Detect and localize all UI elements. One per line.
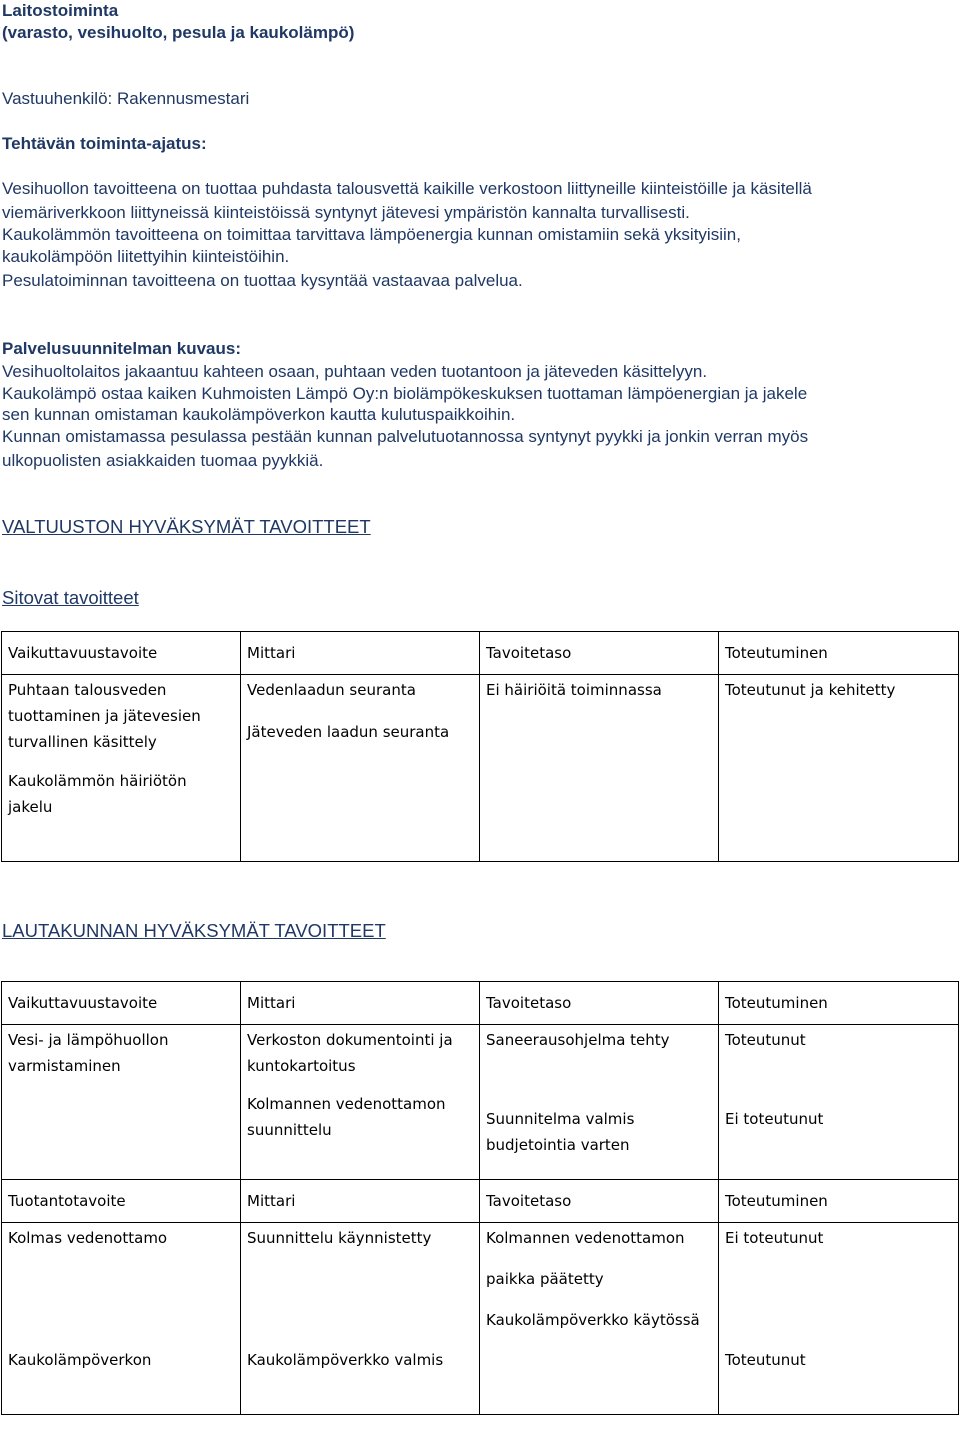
plan-line: Kunnan omistamassa pesulassa pestään kunnan palvelutuotannossa syntynyt pyykki ja jonkin verran myös: [2, 427, 809, 446]
plan-line: Kaukolämpö ostaa kaiken Kuhmoisten Lämpö Oy:n biolämpökeskuksen tuottaman lämpöenergian ja jakele: [2, 384, 808, 403]
council-heading: VALTUUSTON HYVÄKSYMÄT TAVOITTEET: [2, 516, 371, 537]
table-row: [2, 1223, 959, 1415]
plan-line: Vesihuoltolaitos jakaantuu kahteen osaan, puhtaan veden tuotantoon ja jäteveden käsittelyyn.: [2, 362, 708, 381]
table-cell: [241, 1223, 480, 1415]
table-row: [2, 1025, 959, 1180]
cell-text: Kaukolämmön häiriötön: [8, 772, 187, 790]
table-cell: [2, 675, 241, 862]
cell-text: turvallinen käsittely: [8, 733, 157, 751]
cell-text: Toteutunut ja kehitetty: [725, 681, 896, 699]
table-cell: [719, 1025, 959, 1180]
cell-text: Kaukolämpöverkon: [8, 1351, 152, 1369]
council-goals-table: [1, 631, 959, 862]
plan-line: sen kunnan omistaman kaukolämpöverkon kautta kulutuspaikkoihin.: [2, 405, 516, 424]
mission-line: kaukolämpöön liitettyihin kiinteistöihin.: [2, 247, 290, 266]
cell-text: Suunnittelu käynnistetty: [247, 1229, 432, 1247]
cell-text: suunnittelu: [247, 1121, 332, 1139]
cell-text: tuottaminen ja jätevesien: [8, 707, 201, 725]
table-cell: [480, 1025, 719, 1180]
table-header-row: [2, 1180, 959, 1223]
cell-text: kuntokartoitus: [247, 1057, 356, 1075]
header-cell: Mittari: [241, 632, 480, 675]
cell-text: Kaukolämpöverkko valmis: [247, 1351, 444, 1369]
mission-heading: Tehtävän toiminta-ajatus:: [2, 134, 207, 153]
mission-line: Kaukolämmön tavoitteena on toimittaa tarvittava lämpöenergia kunnan omistamiin sekä yksityisiin,: [2, 225, 741, 244]
table-cell: [480, 675, 719, 862]
cell-text: Kolmannen vedenottamon: [247, 1095, 446, 1113]
table-cell: [241, 675, 480, 862]
header-cell: Tuotantotavoite: [2, 1180, 241, 1223]
cell-text: Kolmas vedenottamo: [8, 1229, 168, 1247]
table-cell: [2, 1223, 241, 1415]
cell-text: varmistaminen: [8, 1057, 121, 1075]
cell-text: jakelu: [8, 798, 53, 816]
cell-text: Kolmannen vedenottamon: [486, 1229, 685, 1247]
header-cell: Toteutuminen: [719, 1180, 959, 1223]
table-header-row: [2, 982, 959, 1025]
table-header-row: [2, 632, 959, 675]
cell-text: Jäteveden laadun seuranta: [247, 723, 450, 741]
cell-text: Vesi- ja lämpöhuollon: [8, 1031, 169, 1049]
cell-text: Verkoston dokumentointi ja: [247, 1031, 453, 1049]
header-cell: Vaikuttavuustavoite: [2, 982, 241, 1025]
header-cell: Toteutuminen: [719, 982, 959, 1025]
mission-line: viemäriverkkoon liittyneissä kiinteistöissä syntynyt jätevesi ympäristön kannalta turvallisesti.: [2, 203, 690, 222]
table-cell: [719, 1223, 959, 1415]
board-goals-table: [1, 981, 959, 1415]
board-heading: LAUTAKUNNAN HYVÄKSYMÄT TAVOITTEET: [2, 920, 386, 941]
page-subtitle: (varasto, vesihuolto, pesula ja kaukolämpö): [2, 23, 355, 42]
cell-text: paikka päätetty: [486, 1270, 604, 1288]
cell-text: budjetointia varten: [486, 1136, 630, 1154]
header-cell: Vaikuttavuustavoite: [2, 632, 241, 675]
cell-text: Ei toteutunut: [725, 1110, 824, 1128]
header-cell: Mittari: [241, 982, 480, 1025]
table-cell: [480, 1223, 719, 1415]
plan-heading: Palvelusuunnitelman kuvaus:: [2, 339, 242, 358]
responsible-person: Vastuuhenkilö: Rakennusmestari: [2, 89, 250, 108]
table-cell: [241, 1025, 480, 1180]
header-cell: Tavoitetaso: [480, 1180, 719, 1223]
header-cell: Tavoitetaso: [480, 982, 719, 1025]
header-cell: Mittari: [241, 1180, 480, 1223]
cell-text: Suunnitelma valmis: [486, 1110, 635, 1128]
table-cell: [719, 675, 959, 862]
cell-text: Toteutunut: [725, 1031, 806, 1049]
header-cell: Toteutuminen: [719, 632, 959, 675]
cell-text: Ei toteutunut: [725, 1229, 824, 1247]
binding-goals-heading: Sitovat tavoitteet: [2, 587, 139, 608]
cell-text: Puhtaan talousveden: [8, 681, 167, 699]
mission-line: Pesulatoiminnan tavoitteena on tuottaa kysyntää vastaavaa palvelua.: [2, 271, 523, 290]
table-cell: [2, 1025, 241, 1180]
plan-line: ulkopuolisten asiakkaiden tuomaa pyykkiä.: [2, 451, 324, 470]
header-cell: Tavoitetaso: [480, 632, 719, 675]
mission-line: Vesihuollon tavoitteena on tuottaa puhdasta talousvettä kaikille verkostoon liittyneille kiinteistöille ja käsitellä: [2, 179, 812, 198]
cell-text: Saneerausohjelma tehty: [486, 1031, 670, 1049]
cell-text: Kaukolämpöverkko käytössä: [486, 1311, 700, 1329]
table-row: [2, 675, 959, 862]
page-title: Laitostoiminta: [2, 1, 119, 20]
cell-text: Toteutunut: [725, 1351, 806, 1369]
cell-text: Vedenlaadun seuranta: [247, 681, 416, 699]
cell-text: Ei häiriöitä toiminnassa: [486, 681, 662, 699]
